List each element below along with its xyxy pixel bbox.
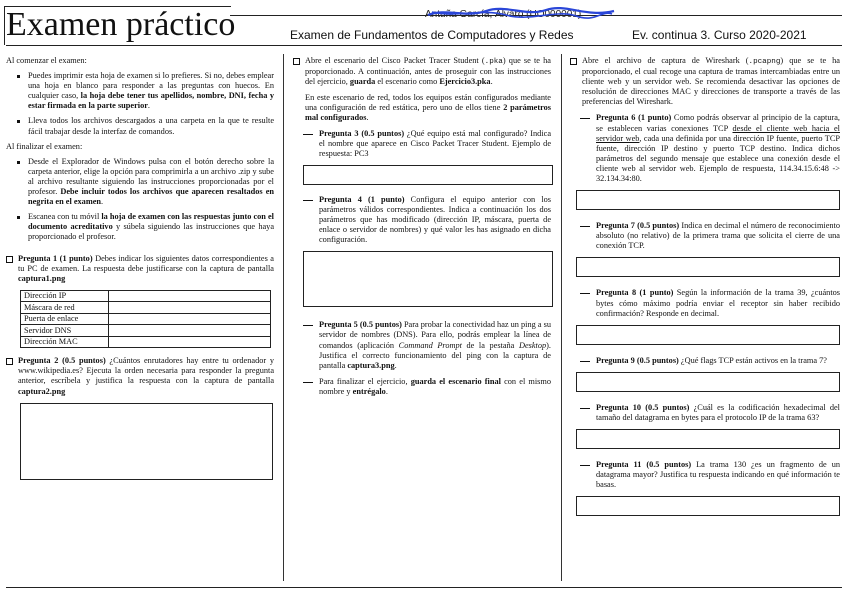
checkbox-icon [293,58,300,65]
list-item: Escanea con tu móvil la hoja de examen con las respuestas junto con el documento acreditativo y súbela siguiendo las instrucciones que haya proporcionado el profesor. [28,212,274,242]
network-data-table [20,290,271,349]
answer-box-q10[interactable] [576,429,840,449]
question-9: Pregunta 9 (0.5 puntos) ¿Qué flags TCP están activos en la trama 7? [570,356,840,366]
answer-box-q4[interactable] [303,251,553,307]
header-underline [6,45,842,46]
list-item: Puedes imprimir esta hoja de examen si lo prefieres. Si no, debes emplear una hoja en blanco para responder a las preguntas con huecos. En cualquier caso, la hoja debe tener tus apellidos, nombre, DNI, fecha y estar firmada en la parte superior. [28,71,274,111]
end-heading: Al finalizar el examen: [6,141,83,151]
question-2: Pregunta 2 (0.5 puntos) ¿Cuántos enrutadores hay entre tu ordenador y www.wikipedia.es? Ejecuta la orden necesaria para responder la pregunta anterior, escríbela y justifica la respuesta con la captura de pantalla captura2.png [6,356,274,396]
answer-box-q2[interactable] [20,403,273,480]
table-row: Dirección IP [21,290,271,302]
page-title: Examen práctico [6,6,236,43]
question-4: Pregunta 4 (1 punto) Configura el equipo anterior con los parámetros válidos correspondientes. Indica a continuación los dos parámetros que has modificado (dirección IP, máscara, puerta de enlace o servidor de nombres) y qué valor les has asignado en dicha configuración. [293,195,551,245]
question-8: Pregunta 8 (1 punto) Según la información de la trama 39, ¿cuántos bytes cómo máximo podría enviar el receptor sin haber recibido confirmación? Responde en decimal. [570,288,840,318]
table-row: Dirección MAC [21,336,271,348]
table-row: Puerta de enlace [21,313,271,325]
question-1: Pregunta 1 (1 punto) Debes indicar los siguientes datos correspondientes a tu PC de examen. La respuesta debe justificarse con la captura de pantalla captura1.png [6,254,274,284]
answer-cell[interactable] [109,290,271,302]
start-heading: Al comenzar el examen: [6,56,87,65]
end-list [6,157,274,243]
question-3: Pregunta 3 (0.5 puntos) ¿Qué equipo está mal configurado? Indica el nombre que aparece en Cisco Packet Tracer Student. Ejemplo de respuesta: PC3 [293,129,551,159]
question-11: Pregunta 11 (0.5 puntos) La trama 130 ¿es un fragmento de un datagrama mayor? Justifica tu respuesta indicando en qué información te basas. [570,460,840,490]
packet-tracer-intro: Abre el escenario del Cisco Packet Tracer Student (.pka) que se te ha proporcionado. A continuación, antes de proseguir con las instrucciones del ejercicio, guarda el escenario como Ejercicio3.pka. [293,56,551,87]
answer-box-q9[interactable] [576,372,840,392]
answer-box-q11[interactable] [576,496,840,516]
checkbox-icon [6,358,13,365]
answer-box-q7[interactable] [576,257,840,277]
column-divider [283,54,284,581]
question-7: Pregunta 7 (0.5 puntos) Indica en decimal el número de reconocimiento absoluto (no relativo) de la primera trama que solicita el cierre de una conexión TCP. [570,221,840,251]
answer-box-q3[interactable] [303,165,553,185]
column-wireshark [570,56,840,516]
wireshark-intro: Abre el archivo de captura de Wireshark (.pcapng) que se te ha proporcionado, el cual recoge una captura de tramas intercambiadas entre un cliente web y un servidor web. Se recomienda desactivar las opciones de resolución de direcciones MAC y direcciones de transporte a través de las preferencias del Wireshark. [570,56,840,107]
session-label: Ev. continua 3. Curso 2020-2021 [632,28,807,42]
start-list [6,71,274,137]
question-6: Pregunta 6 (1 punto) Como podrás observar al principio de la captura, se establecen varias conexiones TCP desde el cliente web hacia el servidor web, cada una definida por una dirección IP fuente, puerto TCP fuente, dirección IP destino y puerto TCP destino. Indica dichos parámetros del segundo mensaje que establece una conexión desde el cliente web al servidor web. Ejemplo de respuesta, 114.34.15.6:48 -> 32.134.34:80. [570,113,840,184]
answer-cell[interactable] [109,302,271,314]
column-divider [561,54,562,581]
answer-cell[interactable] [109,325,271,337]
question-5: Pregunta 5 (0.5 puntos) Para probar la conectividad haz un ping a su servidor de nombres (DNS). Para ello, podrás emplear la línea de comandos (aplicación Command Prompt de la pestaña Desktop). Justifica el correcto funcionamiento del ping con la captura de pantalla captura3.png. [293,320,551,370]
column-packet-tracer [293,56,551,403]
final-instruction: Para finalizar el ejercicio, guarda el escenario final con el mismo nombre y entrégalo. [293,377,551,397]
table-row: Máscara de red [21,302,271,314]
author-name: Antuña García, Álvaro (UO000001) [425,9,582,20]
list-item: Lleva todos los archivos descargados a una carpeta en la que te resulte fácil trabajar desde la interfaz de comandos. [28,116,274,136]
answer-cell[interactable] [109,313,271,325]
answer-box-q6[interactable] [576,190,840,210]
column-instructions [6,56,274,480]
answer-box-q8[interactable] [576,325,840,345]
answer-cell[interactable] [109,336,271,348]
redaction-scribble [426,6,616,20]
footer-rule [6,587,842,588]
checkbox-icon [6,256,13,263]
subject-title: Examen de Fundamentos de Computadores y Redes [290,28,574,42]
list-item: Desde el Explorador de Windows pulsa con el botón derecho sobre la carpeta anterior, elige la opción para comprimirla a un archivo .zip y sube al archivo resultante siguiendo las instrucciones proporcionadas por el profesor. Debe incluir todos los archivos que aparecen resaltados en negrita en el examen. [28,156,275,207]
checkbox-icon [570,58,577,65]
scenario-text: En este escenario de red, todos los equipos están configurados mediante una configuración de red estática, pero uno de ellos tiene 2 parámetros mal configurados. [305,93,551,123]
question-10: Pregunta 10 (0.5 puntos) ¿Cuál es la codificación hexadecimal del tamaño del datagrama en bytes para el protocolo IP de la trama 63? [570,403,840,423]
table-row: Servidor DNS [21,325,271,337]
